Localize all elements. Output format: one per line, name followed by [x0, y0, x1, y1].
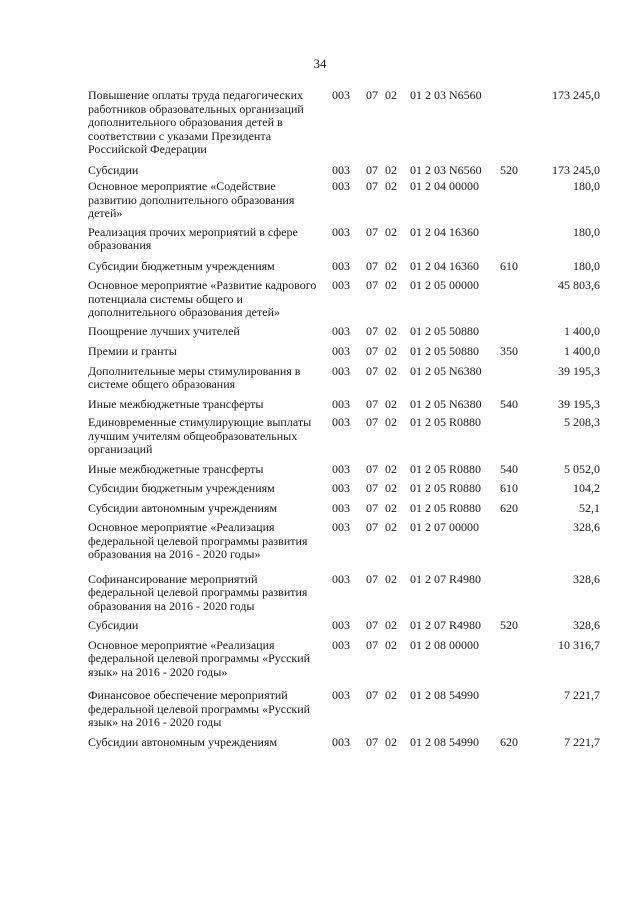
- department-code: 003: [332, 278, 350, 292]
- amount: 5 208,3: [564, 415, 600, 429]
- amount: 180,0: [573, 258, 600, 273]
- department-code: 003: [332, 461, 350, 476]
- page-number: 34: [313, 56, 327, 71]
- subsection-code: 02: [385, 162, 397, 177]
- amount: 1 400,0: [564, 344, 600, 358]
- subsection-code: 02: [385, 323, 397, 338]
- table-row: [88, 416, 608, 457]
- table-row: [88, 226, 608, 253]
- target-article-code: 01 2 08 54990: [410, 688, 479, 702]
- amount: 7 221,7: [564, 734, 600, 749]
- subsection-code: 02: [385, 179, 397, 193]
- subsection-code: 02: [385, 571, 397, 586]
- table-row: [88, 502, 608, 516]
- section-code: 07: [366, 461, 378, 476]
- table-row: [88, 164, 608, 178]
- amount: 173 245,0: [552, 162, 600, 177]
- amount: 39 195,3: [558, 396, 600, 411]
- department-code: 003: [332, 688, 350, 702]
- expense-name: Субсидии автономным учреждениям: [88, 500, 278, 515]
- section-code: 07: [366, 363, 378, 378]
- target-article-code: 01 2 03 N6560: [410, 162, 482, 177]
- amount: 180,0: [573, 179, 600, 193]
- department-code: 003: [332, 637, 350, 652]
- table-row: [88, 365, 608, 392]
- amount: 7 221,7: [564, 688, 600, 702]
- expense-name: Премии и гранты: [88, 344, 177, 358]
- target-article-code: 01 2 04 00000: [410, 179, 479, 193]
- department-code: 003: [332, 618, 350, 632]
- expense-name: Субсидии: [88, 618, 139, 632]
- expense-name: Субсидии: [88, 162, 139, 177]
- amount: 45 803,6: [558, 278, 600, 292]
- subsection-code: 02: [385, 500, 397, 515]
- amount: 5 052,0: [564, 461, 600, 476]
- amount: 180,0: [573, 224, 600, 239]
- target-article-code: 01 2 05 N6380: [410, 363, 482, 378]
- department-code: 003: [332, 344, 350, 358]
- amount: 39 195,3: [558, 363, 600, 378]
- expense-name: Субсидии бюджетным учреждениям: [88, 258, 275, 273]
- subsection-code: 02: [385, 258, 397, 273]
- section-code: 07: [366, 481, 378, 495]
- department-code: 003: [332, 179, 350, 193]
- subsection-code: 02: [385, 461, 397, 476]
- expense-type-code: 610: [500, 258, 518, 273]
- subsection-code: 02: [385, 88, 397, 102]
- department-code: 003: [332, 571, 350, 586]
- subsection-code: 02: [385, 688, 397, 702]
- expense-name: Дополнительные меры стимулирования в системе общего образования: [88, 363, 301, 391]
- subsection-code: 02: [385, 618, 397, 632]
- table-row: [88, 260, 608, 274]
- target-article-code: 01 2 05 R0880: [410, 481, 482, 495]
- subsection-code: 02: [385, 734, 397, 749]
- subsection-code: 02: [385, 344, 397, 358]
- amount: 10 316,7: [558, 637, 600, 652]
- table-row: [88, 398, 608, 412]
- table-row: [88, 689, 608, 730]
- table-row: [88, 463, 608, 477]
- department-code: 003: [332, 734, 350, 749]
- table-row: [88, 619, 608, 633]
- section-code: 07: [366, 88, 378, 102]
- section-code: 07: [366, 500, 378, 515]
- expense-name: Финансовое обеспечение мероприятий федеральной целевой программы «Русский язык» на 2016 - 2020 годы: [88, 688, 311, 729]
- expense-type-code: 620: [500, 500, 518, 515]
- department-code: 003: [332, 363, 350, 378]
- expense-name: Субсидии автономным учреждениям: [88, 734, 278, 749]
- expense-name: Поощрение лучших учителей: [88, 323, 240, 338]
- target-article-code: 01 2 05 R0880: [410, 415, 482, 429]
- amount: 104,2: [573, 481, 600, 495]
- section-code: 07: [366, 520, 378, 534]
- expense-name: Основное мероприятие «Реализация федеральной целевой программы развития образования на 2016 - 2020 годы»: [88, 520, 308, 561]
- amount: 328,6: [573, 571, 600, 586]
- department-code: 003: [332, 520, 350, 534]
- expense-name: Единовременные стимулирующие выплаты лучшим учителям общеобразовательных организаций: [88, 415, 312, 456]
- expense-name: Основное мероприятие «Развитие кадрового потенциала системы общего и дополнительного образования детей»: [88, 278, 317, 319]
- expense-type-code: 520: [500, 618, 518, 632]
- target-article-code: 01 2 05 50880: [410, 344, 479, 358]
- section-code: 07: [366, 396, 378, 411]
- department-code: 003: [332, 88, 350, 102]
- amount: 328,6: [573, 618, 600, 632]
- target-article-code: 01 2 05 R0880: [410, 461, 482, 476]
- expense-type-code: 610: [500, 481, 518, 495]
- target-article-code: 01 2 05 N6380: [410, 396, 482, 411]
- target-article-code: 01 2 04 16360: [410, 258, 479, 273]
- amount: 173 245,0: [552, 88, 600, 102]
- section-code: 07: [366, 323, 378, 338]
- subsection-code: 02: [385, 637, 397, 652]
- expense-name: Основное мероприятие «Содействие развитию дополнительного образования детей»: [88, 179, 295, 220]
- department-code: 003: [332, 258, 350, 273]
- amount: 1 400,0: [564, 323, 600, 338]
- budget-table: [88, 89, 608, 749]
- target-article-code: 01 2 05 R0880: [410, 500, 482, 515]
- section-code: 07: [366, 734, 378, 749]
- target-article-code: 01 2 07 R4980: [410, 571, 482, 586]
- target-article-code: 01 2 07 00000: [410, 520, 479, 534]
- table-row: [88, 345, 608, 359]
- target-article-code: 01 2 07 R4980: [410, 618, 482, 632]
- table-row: [88, 89, 608, 157]
- expense-type-code: 540: [500, 396, 518, 411]
- table-row: [88, 736, 608, 750]
- department-code: 003: [332, 323, 350, 338]
- expense-name: Софинансирование мероприятий федеральной целевой программы развития образования на 2016 - 2020 годы: [88, 571, 308, 613]
- expense-type-code: 620: [500, 734, 518, 749]
- section-code: 07: [366, 618, 378, 632]
- expense-name: Реализация прочих мероприятий в сфере образования: [88, 224, 298, 252]
- amount: 328,6: [573, 520, 600, 534]
- table-row: [88, 279, 608, 320]
- subsection-code: 02: [385, 415, 397, 429]
- target-article-code: 01 2 08 00000: [410, 637, 479, 652]
- subsection-code: 02: [385, 481, 397, 495]
- section-code: 07: [366, 688, 378, 702]
- department-code: 003: [332, 500, 350, 515]
- expense-name: Субсидии бюджетным учреждениям: [88, 481, 275, 495]
- section-code: 07: [366, 258, 378, 273]
- section-code: 07: [366, 224, 378, 239]
- target-article-code: 01 2 05 50880: [410, 323, 479, 338]
- expense-name: Иные межбюджетные трансферты: [88, 461, 264, 476]
- department-code: 003: [332, 415, 350, 429]
- department-code: 003: [332, 481, 350, 495]
- target-article-code: 01 2 05 00000: [410, 278, 479, 292]
- section-code: 07: [366, 415, 378, 429]
- section-code: 07: [366, 637, 378, 652]
- table-row: [88, 639, 608, 680]
- table-row: [88, 325, 608, 339]
- target-article-code: 01 2 04 16360: [410, 224, 479, 239]
- section-code: 07: [366, 179, 378, 193]
- expense-name: Основное мероприятие «Реализация федеральной целевой программы «Русский язык» на 2016 - 2020 годы»: [88, 637, 311, 679]
- expense-type-code: 540: [500, 461, 518, 476]
- table-row: [88, 482, 608, 496]
- table-row: [88, 180, 608, 221]
- department-code: 003: [332, 396, 350, 411]
- target-article-code: 01 2 03 N6560: [410, 88, 482, 102]
- department-code: 003: [332, 162, 350, 177]
- table-row: [88, 521, 608, 562]
- section-code: 07: [366, 571, 378, 586]
- subsection-code: 02: [385, 363, 397, 378]
- department-code: 003: [332, 224, 350, 239]
- subsection-code: 02: [385, 520, 397, 534]
- subsection-code: 02: [385, 396, 397, 411]
- amount: 52,1: [579, 500, 600, 515]
- section-code: 07: [366, 344, 378, 358]
- target-article-code: 01 2 08 54990: [410, 734, 479, 749]
- expense-name: Повышение оплаты труда педагогических работников образовательных организаций дополнительного образования детей в соответствии с указами Президента Российской Федерации: [88, 88, 304, 156]
- section-code: 07: [366, 162, 378, 177]
- expense-type-code: 520: [500, 162, 518, 177]
- subsection-code: 02: [385, 278, 397, 292]
- table-row: [88, 573, 608, 614]
- section-code: 07: [366, 278, 378, 292]
- expense-name: Иные межбюджетные трансферты: [88, 396, 264, 411]
- expense-type-code: 350: [500, 344, 518, 358]
- subsection-code: 02: [385, 224, 397, 239]
